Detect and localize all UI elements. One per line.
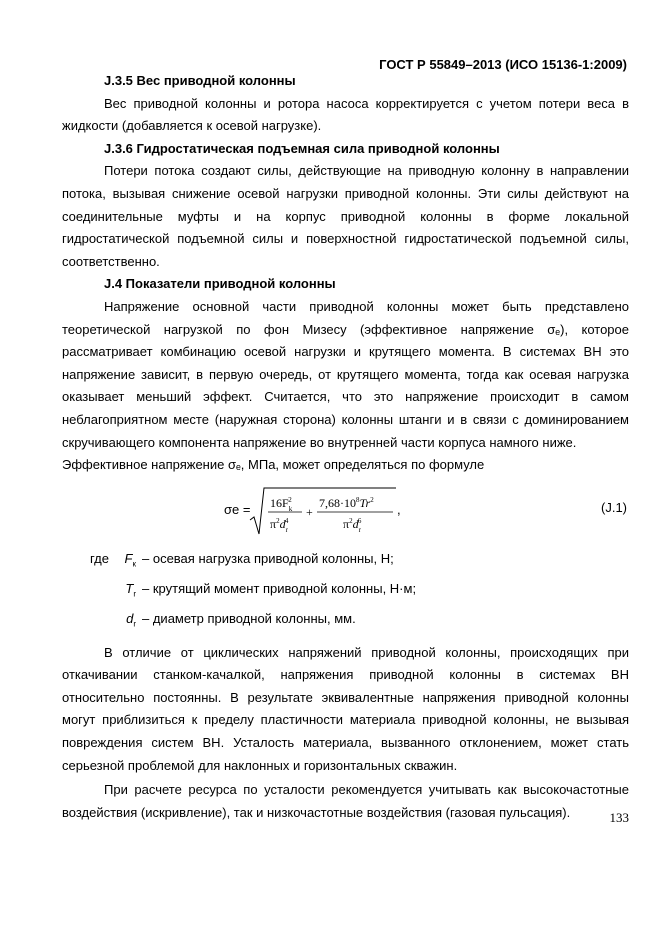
legend-symbol: $F_к$ <box>124 550 136 569</box>
legend-row <box>62 548 629 578</box>
formula-plus: + <box>306 504 313 519</box>
legend-symbol: $d_r$ <box>126 610 136 629</box>
paragraph: Вес приводной колонны и ротора насоса корректируется с учетом потери веса в жидкости (добавляется к осевой нагрузке). <box>62 95 629 134</box>
paragraph: Потери потока создают силы, действующие на приводную колонну в направлении потока, вызывая снижение осевой нагрузки приводной колонны. Эти силы действуют на соединительные муфты и на корпус приводной колонны в форме локальной гидростатической подъемной силы и поверхностной гидростатической подъемной силы, соответственно. <box>62 163 629 269</box>
frac1-numerator: $16F_k2$ <box>270 495 293 513</box>
frac2-denominator: $\pi^2d_r6$ <box>343 516 362 534</box>
document-body <box>62 70 629 824</box>
legend-symbol: $T_r$ <box>125 580 136 599</box>
legend-description: – крутящий момент приводной колонны, Н·м; <box>142 580 417 596</box>
paragraph: В отличие от циклических напряжений приводной колонны, происходящих при откачивании станком-качалкой, напряжения приводной колонны в системах ВН относительно постоянны. В результате эквивалентные напряжения приводной колонны могут приблизиться к пределу пластичности материала приводной колонны, не вызывая повреждения систем ВН. Усталость материала, вызванного отклонением, может стать серьезной проблемой для наклонных и горизонтальных скважин. <box>62 644 629 773</box>
formula-expression <box>248 486 398 538</box>
paragraph: При расчете ресурса по усталости рекомендуется учитывать как высокочастотные воздействия (искривление), так и низкочастотные воздействия (газовая пульсация). <box>62 782 629 820</box>
formula-number: (J.1) <box>601 499 627 515</box>
section-heading-j-3-5: J.3.5 Вес приводной колонны <box>104 73 296 88</box>
variable-legend <box>62 548 629 638</box>
legend-description: – диаметр приводной колонны, мм. <box>142 610 356 626</box>
formula-comma: , <box>397 501 401 517</box>
legend-description: – осевая нагрузка приводной колонны, Н; <box>142 550 394 566</box>
section-heading-j-4: J.4 Показатели приводной колонны <box>104 276 336 292</box>
paragraph: Эффективное напряжение σₑ, МПа, может определяться по формуле <box>62 457 485 473</box>
legend-row <box>62 578 629 608</box>
formula-j-1 <box>62 486 629 538</box>
legend-row <box>62 608 629 638</box>
legend-lead: где <box>90 550 109 566</box>
formula-lhs: σe = <box>224 501 251 517</box>
paragraph: Напряжение основной части приводной колонны может быть представлено теоретической нагрузкой по фон Мизесу (эффективное напряжение σₑ), которое рассматривает комбинацию осевой нагрузки и крутящего момента. В системах ВН это напряжение зависит, в первую очередь, от крутящего момента, тогда как осевая нагрузка оказывает меньший эффект. Считается, что это напряжение происходит в самом неблагоприятном месте (наружная сторона) колонны штанги и в связи с доминированием скручивающего компонента напряжение во внутренней части корпуса намного ниже. <box>62 298 629 450</box>
section-heading-j-3-6: J.3.6 Гидростатическая подъемная сила приводной колонны <box>104 140 500 156</box>
document-header: ГОСТ Р 55849–2013 (ИСО 15136-1:2009) <box>379 57 627 72</box>
page-number: 133 <box>609 810 629 825</box>
frac1-denominator: $\pi^2d_r4$ <box>270 516 289 534</box>
frac2-numerator: $7,68\cdot 10^8Tr^2$ <box>319 495 374 510</box>
